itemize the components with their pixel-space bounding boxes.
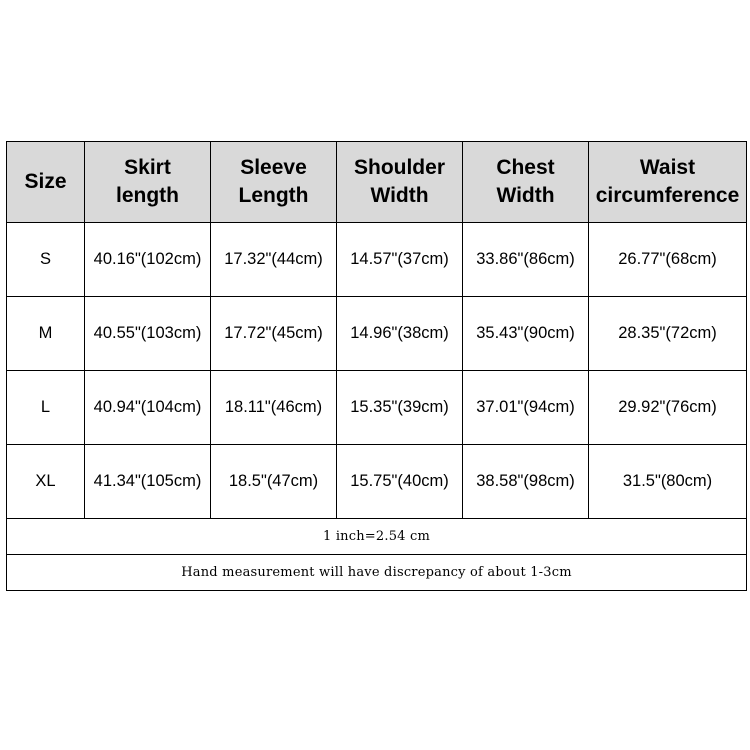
discrepancy-note: Hand measurement will have discrepancy of about 1-3cm: [7, 555, 747, 591]
chest-width-cell: 33.86"(86cm): [463, 223, 589, 297]
chest-width-cell: 35.43"(90cm): [463, 297, 589, 371]
shoulder-width-cell: 14.57"(37cm): [337, 223, 463, 297]
size-cell: M: [7, 297, 85, 371]
skirt-length-cell: 40.94"(104cm): [85, 371, 211, 445]
skirt-length-cell: 41.34"(105cm): [85, 445, 211, 519]
conversion-note-row: [7, 519, 747, 555]
discrepancy-note-row: [7, 555, 747, 591]
size-cell: S: [7, 223, 85, 297]
chest-width-cell: 37.01"(94cm): [463, 371, 589, 445]
sleeve-length-cell: 17.72"(45cm): [211, 297, 337, 371]
shoulder-width-cell: 15.35"(39cm): [337, 371, 463, 445]
skirt-length-cell: 40.16"(102cm): [85, 223, 211, 297]
header-shoulder-width: Shoulder Width: [337, 142, 463, 223]
header-sleeve-length: Sleeve Length: [211, 142, 337, 223]
table-row: [7, 371, 747, 445]
conversion-note: 1 inch=2.54 cm: [7, 519, 747, 555]
header-waist-circumference: Waist circumference: [589, 142, 747, 223]
table-row: [7, 297, 747, 371]
header-size: Size: [7, 142, 85, 223]
table-row: [7, 223, 747, 297]
waist-circumference-cell: 28.35"(72cm): [589, 297, 747, 371]
waist-circumference-cell: 31.5"(80cm): [589, 445, 747, 519]
size-cell: L: [7, 371, 85, 445]
chest-width-cell: 38.58"(98cm): [463, 445, 589, 519]
sleeve-length-cell: 18.11"(46cm): [211, 371, 337, 445]
shoulder-width-cell: 15.75"(40cm): [337, 445, 463, 519]
size-chart-table: [6, 141, 747, 591]
header-chest-width: Chest Width: [463, 142, 589, 223]
shoulder-width-cell: 14.96"(38cm): [337, 297, 463, 371]
sleeve-length-cell: 17.32"(44cm): [211, 223, 337, 297]
size-cell: XL: [7, 445, 85, 519]
sleeve-length-cell: 18.5"(47cm): [211, 445, 337, 519]
skirt-length-cell: 40.55"(103cm): [85, 297, 211, 371]
table-row: [7, 445, 747, 519]
waist-circumference-cell: 26.77"(68cm): [589, 223, 747, 297]
header-skirt-length: Skirt length: [85, 142, 211, 223]
header-row: [7, 142, 747, 223]
waist-circumference-cell: 29.92"(76cm): [589, 371, 747, 445]
